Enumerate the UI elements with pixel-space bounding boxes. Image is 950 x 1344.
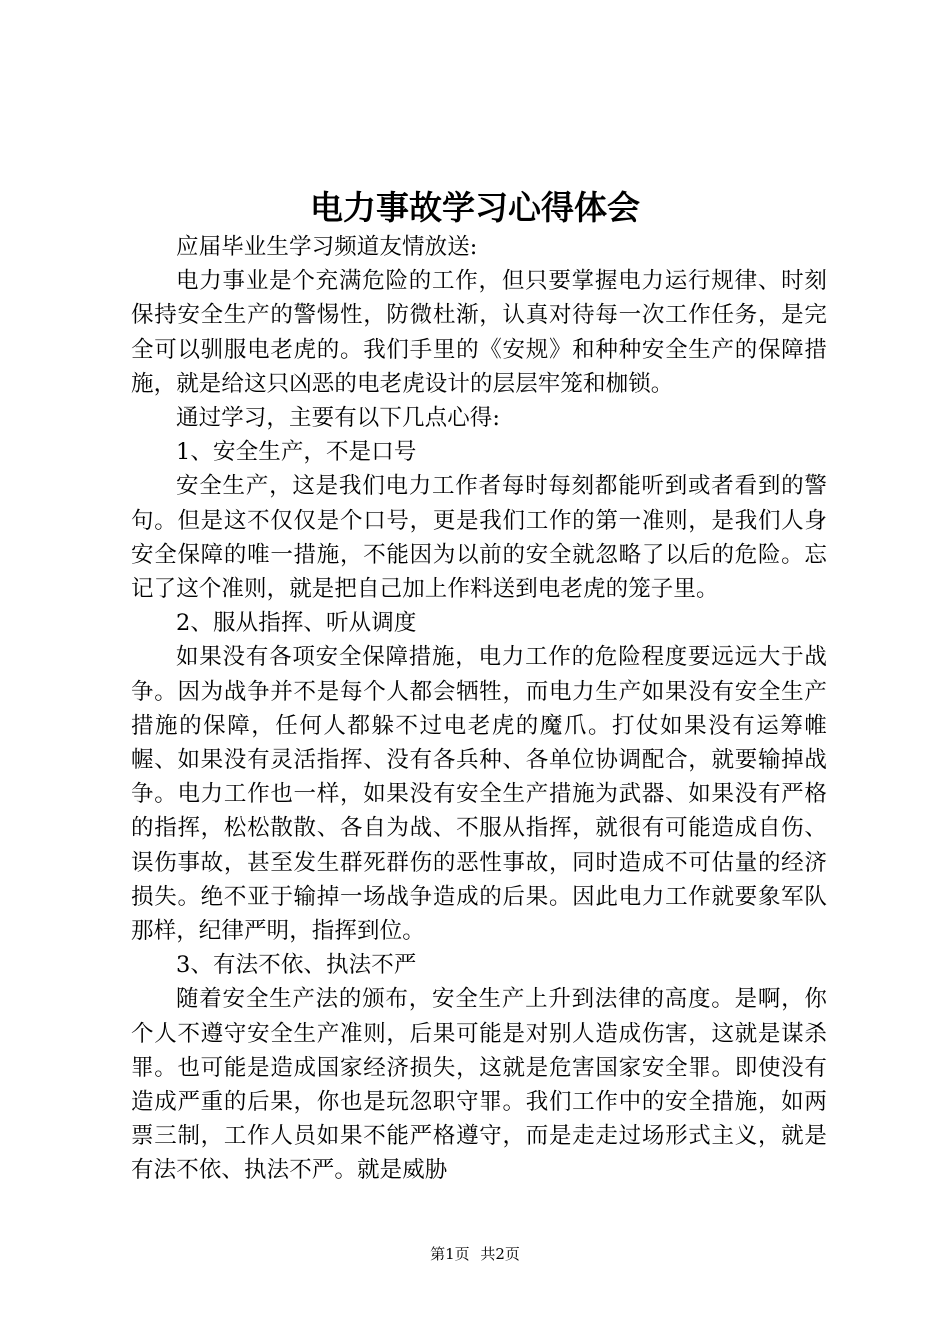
- page-footer: [0, 1244, 950, 1264]
- document-body: [131, 230, 827, 1188]
- document-title: 电力事故学习心得体会: [310, 188, 640, 227]
- page-total: 共2页: [480, 1245, 520, 1263]
- page-number: 第1页: [430, 1245, 470, 1263]
- section-heading-2: 2、服从指挥、听从调度: [176, 610, 417, 637]
- paragraph: 如果没有各项安全保障措施，电力工作的危险程度要远远大于战争。因为战争并不是每个人都会牺牲，而电力生产如果没有安全生产措施的保障，任何人都躲不过电老虎的魔爪。打仗如果没有运筹帷幄、如果没有灵活指挥、没有各兵种、各单位协调配合，就要输掉战争。电力工作也一样，如果没有安全生产措施为武器、如果没有严格的指挥，松松散散、各自为战、不服从指挥，就很有可能造成自伤、误伤事故，甚至发生群死群伤的恶性事故，同时造成不可估量的经济损失。绝不亚于输掉一场战争造成的后果。因此电力工作就要象军队那样，纪律严明，指挥到位。: [131, 644, 827, 945]
- paragraph-intro: 应届毕业生学习频道友情放送:: [176, 234, 478, 260]
- section-heading-3: 3、有法不依、执法不严: [176, 952, 417, 979]
- paragraph: 电力事业是个充满危险的工作，但只要掌握电力运行规律、时刻保持安全生产的警惕性，防微杜渐，认真对待每一次工作任务，是完全可以驯服电老虎的。我们手里的《安规》和种种安全生产的保障措施，就是给这只凶恶的电老虎设计的层层牢笼和枷锁。: [131, 268, 827, 397]
- paragraph: 通过学习，主要有以下几点心得:: [176, 405, 501, 432]
- section-heading-1: 1、安全生产，不是口号: [176, 439, 417, 466]
- paragraph: 随着安全生产法的颁布，安全生产上升到法律的高度。是啊，你个人不遵守安全生产准则，后果可能是对别人造成伤害，这就是谋杀罪。也可能是造成国家经济损失，这就是危害国家安全罪。即使没有造成严重的后果，你也是玩忽职守罪。我们工作中的安全措施，如两票三制，工作人员如果不能严格遵守，而是走走过场形式主义，就是有法不依、执法不严。就是威胁: [131, 986, 827, 1184]
- paragraph: 安全生产，这是我们电力工作者每时每刻都能听到或者看到的警句。但是这不仅仅是个口号，更是我们工作的第一准则，是我们人身安全保障的唯一措施，不能因为以前的安全就忽略了以后的危险。忘记了这个准则，就是把自己加上作料送到电老虎的笼子里。: [131, 473, 827, 603]
